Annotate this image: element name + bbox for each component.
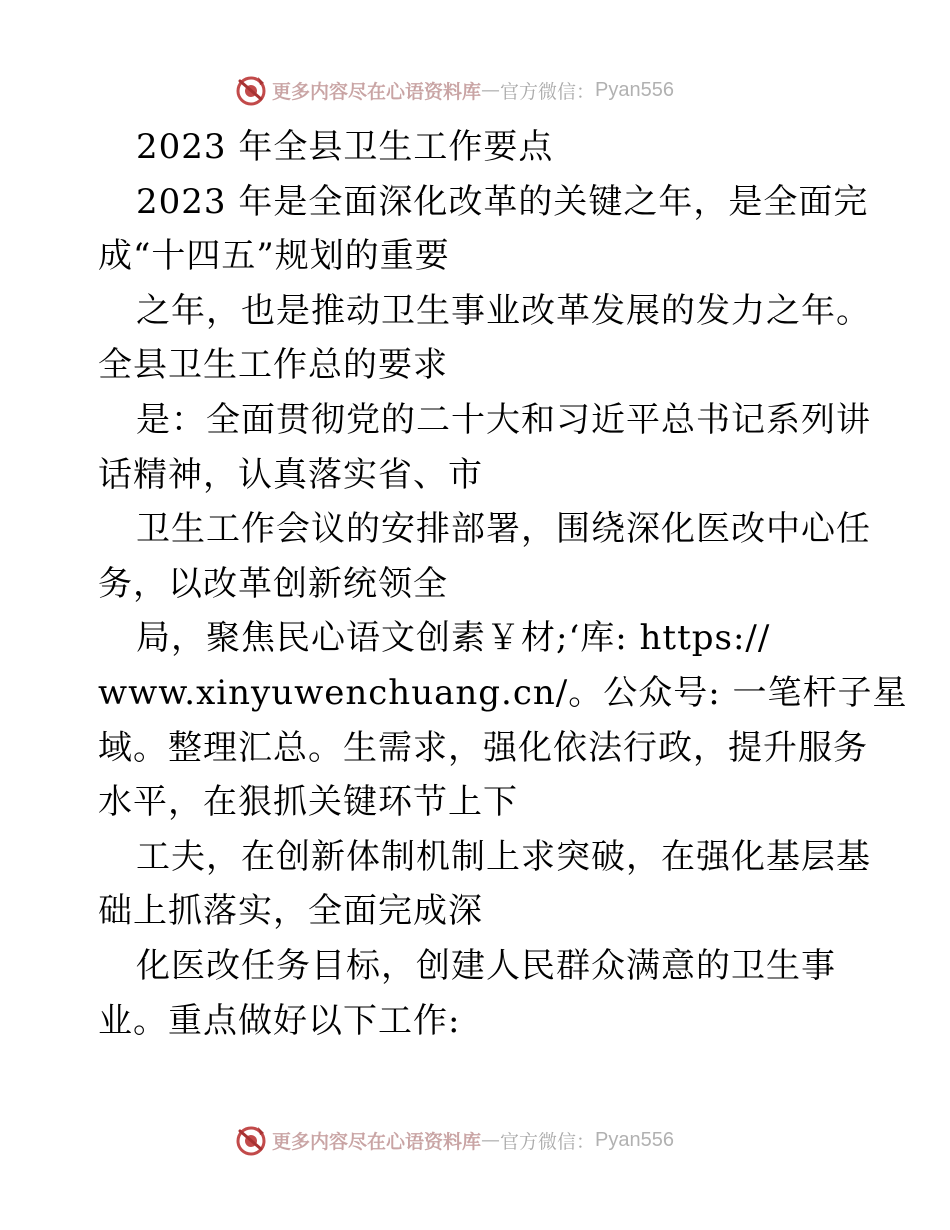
text-line: 工夫，在创新体制机制上求突破，在强化基层基 [136,836,871,877]
text-line: 局，聚焦民心语文创素￥材;‘库: https:// [136,618,771,659]
watermark-dash: — [481,79,501,101]
logo-icon [234,1123,268,1157]
text-line: 务，以改革创新统领全 [98,563,448,604]
document-title: 2023 年全县卫生工作要点 [136,127,554,167]
text-line: 域。整理汇总。生需求，强化依法行政，提升服务 [98,727,868,768]
watermark-wechat-label: 官方微信： [500,80,596,103]
text-line: 是：全面贯彻党的二十大和习近平总书记系列讲 [136,399,871,440]
text-line: 话精神，认真落实省、市 [98,454,483,495]
watermark-text: 更多内容尽在心语资料库 [272,80,482,103]
text-line: 业。重点做好以下工作: [98,1000,461,1041]
document-body [98,120,908,1048]
text-line: 水平，在狠抓关键环节上下 [98,782,518,823]
text-line: 础上抓落实，全面完成深 [98,891,483,932]
watermark-text: 更多内容尽在心语资料库 [272,1130,482,1153]
header-watermark [234,72,674,108]
logo-icon [234,73,268,107]
watermark-wechat-id: Pyan556 [595,78,674,101]
watermark-wechat-id: Pyan556 [595,1128,674,1151]
text-line: 之年，也是推动卫生事业改革发展的发力之年。 [136,290,871,331]
text-line: 卫生工作会议的安排部署，围绕深化医改中心任 [136,509,871,550]
text-line: 化医改任务目标，创建人民群众满意的卫生事 [136,945,836,986]
watermark-dash: — [481,1129,501,1151]
text-line: 成“十四五”规划的重要 [98,236,450,277]
watermark-wechat-label: 官方微信： [500,1130,596,1153]
text-line: www.xinyuwenchuang.cn/。公众号: 一笔杆子星 [98,672,908,713]
text-line: 2023 年是全面深化改革的关键之年，是全面完 [136,181,869,222]
footer-watermark [234,1122,674,1158]
text-line: 全县卫生工作总的要求 [98,345,448,386]
